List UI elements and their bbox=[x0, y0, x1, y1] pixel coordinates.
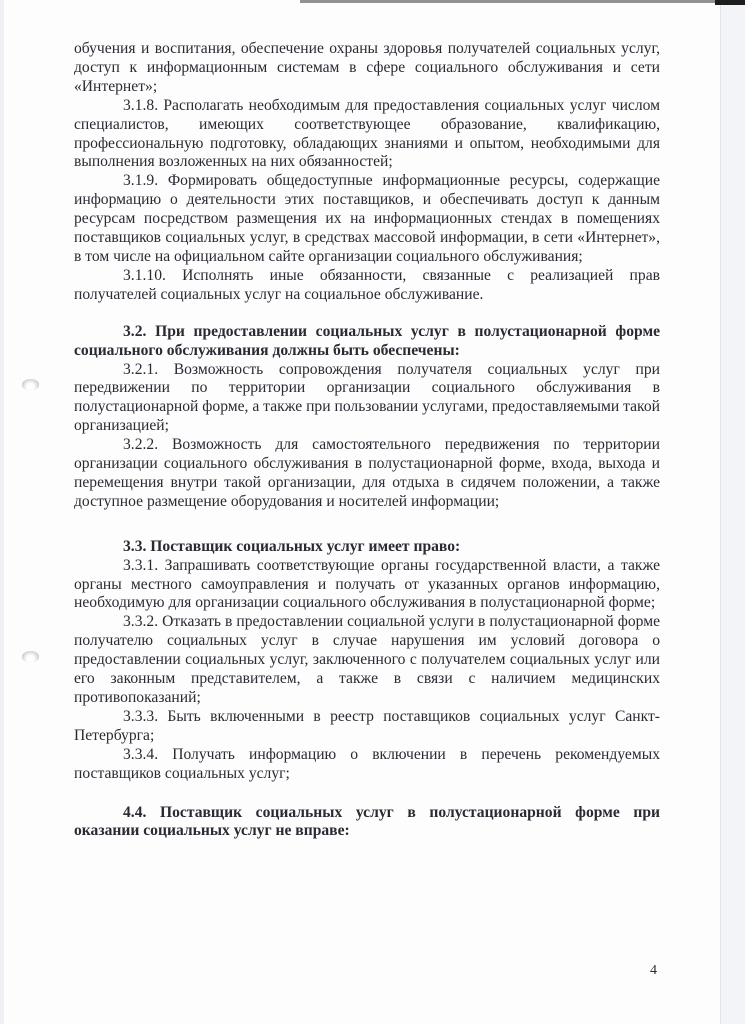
section-heading-3-3: 3.3. Поставщик социальных услуг имеет право: bbox=[123, 537, 461, 555]
clause-3-2-1: 3.2.1. Возможность сопровождения получателя социальных услуг при передвижении по территории организации социального обслуживания в полустационарной форме, а также при пользовании услугами, предоставляемыми такой организацией; bbox=[74, 360, 660, 435]
section-heading-4-4: 4.4. Поставщик социальных услуг в полустационарной форме при оказании социальных услуг не вправе: bbox=[74, 803, 660, 840]
punch-hole-icon bbox=[22, 379, 39, 390]
clause-3-1-8: 3.1.8. Располагать необходимым для предоставления социальных услуг числом специалистов, имеющих соответствующее образование, квалификацию, профессиональную подготовку, обладающих знаниями и опытом, необходимыми для выполнения возложенных на них обязанностей; bbox=[74, 96, 660, 171]
scan-corner-shadow bbox=[715, 0, 745, 5]
section-heading-3-2: 3.2. При предоставлении социальных услуг в полустационарной форме социального обслуживания должны быть обеспечены: bbox=[74, 322, 660, 359]
page-number: 4 bbox=[650, 963, 657, 978]
clause-3-3-4: 3.3.4. Получать информацию о включении в перечень рекомендуемых поставщиков социальных услуг; bbox=[74, 745, 660, 782]
scan-left-edge bbox=[0, 0, 4, 1024]
clause-3-1-9: 3.1.9. Формировать общедоступные информационные ресурсы, содержащие информацию о деятельности этих поставщиков, и обеспечивать доступ к данным ресурсам посредством размещения их на информационных стендах в помещениях поставщиков социальных услуг, в средствах массовой информации, в сети «Интернет», в том числе на официальном сайте организации социального обслуживания; bbox=[74, 172, 660, 265]
paragraph-continuation: обучения и воспитания, обеспечение охраны здоровья получателей социальных услуг, доступ к информационным системам в сфере социального обслуживания и сети «Интернет»; bbox=[74, 40, 660, 95]
next-page-edge bbox=[720, 4, 745, 1024]
clause-3-3-3: 3.3.3. Быть включенными в реестр поставщиков социальных услуг Санкт-Петербурга; bbox=[74, 707, 660, 744]
clause-3-3-2: 3.3.2. Отказать в предоставлении социальной услуги в полустационарной форме получателю социальных услуг в случае нарушения им условий договора о предоставлении социальных услуг, заключенного с получателем социальных услуг или его законным представителем, а также в связи с наличием медицинских противопоказаний; bbox=[74, 613, 660, 706]
punch-hole-icon bbox=[22, 651, 39, 662]
document-page bbox=[74, 40, 660, 841]
clause-3-1-10: 3.1.10. Исполнять иные обязанности, связанные с реализацией прав получателей социальных услуг на социальное обслуживание. bbox=[74, 266, 660, 303]
scan-top-edge bbox=[300, 0, 745, 3]
clause-3-3-1: 3.3.1. Запрашивать соответствующие органы государственной власти, а также органы местного самоуправления и получать от указанных органов информацию, необходимую для организации социального обслуживания в полустационарной форме; bbox=[74, 556, 660, 612]
clause-3-2-2: 3.2.2. Возможность для самостоятельного передвижения по территории организации социального обслуживания в полустационарной форме, входа, выхода и перемещения внутри такой организации, для отдыха в сидячем положении, а также доступное размещение оборудования и носителей информации; bbox=[74, 436, 660, 510]
